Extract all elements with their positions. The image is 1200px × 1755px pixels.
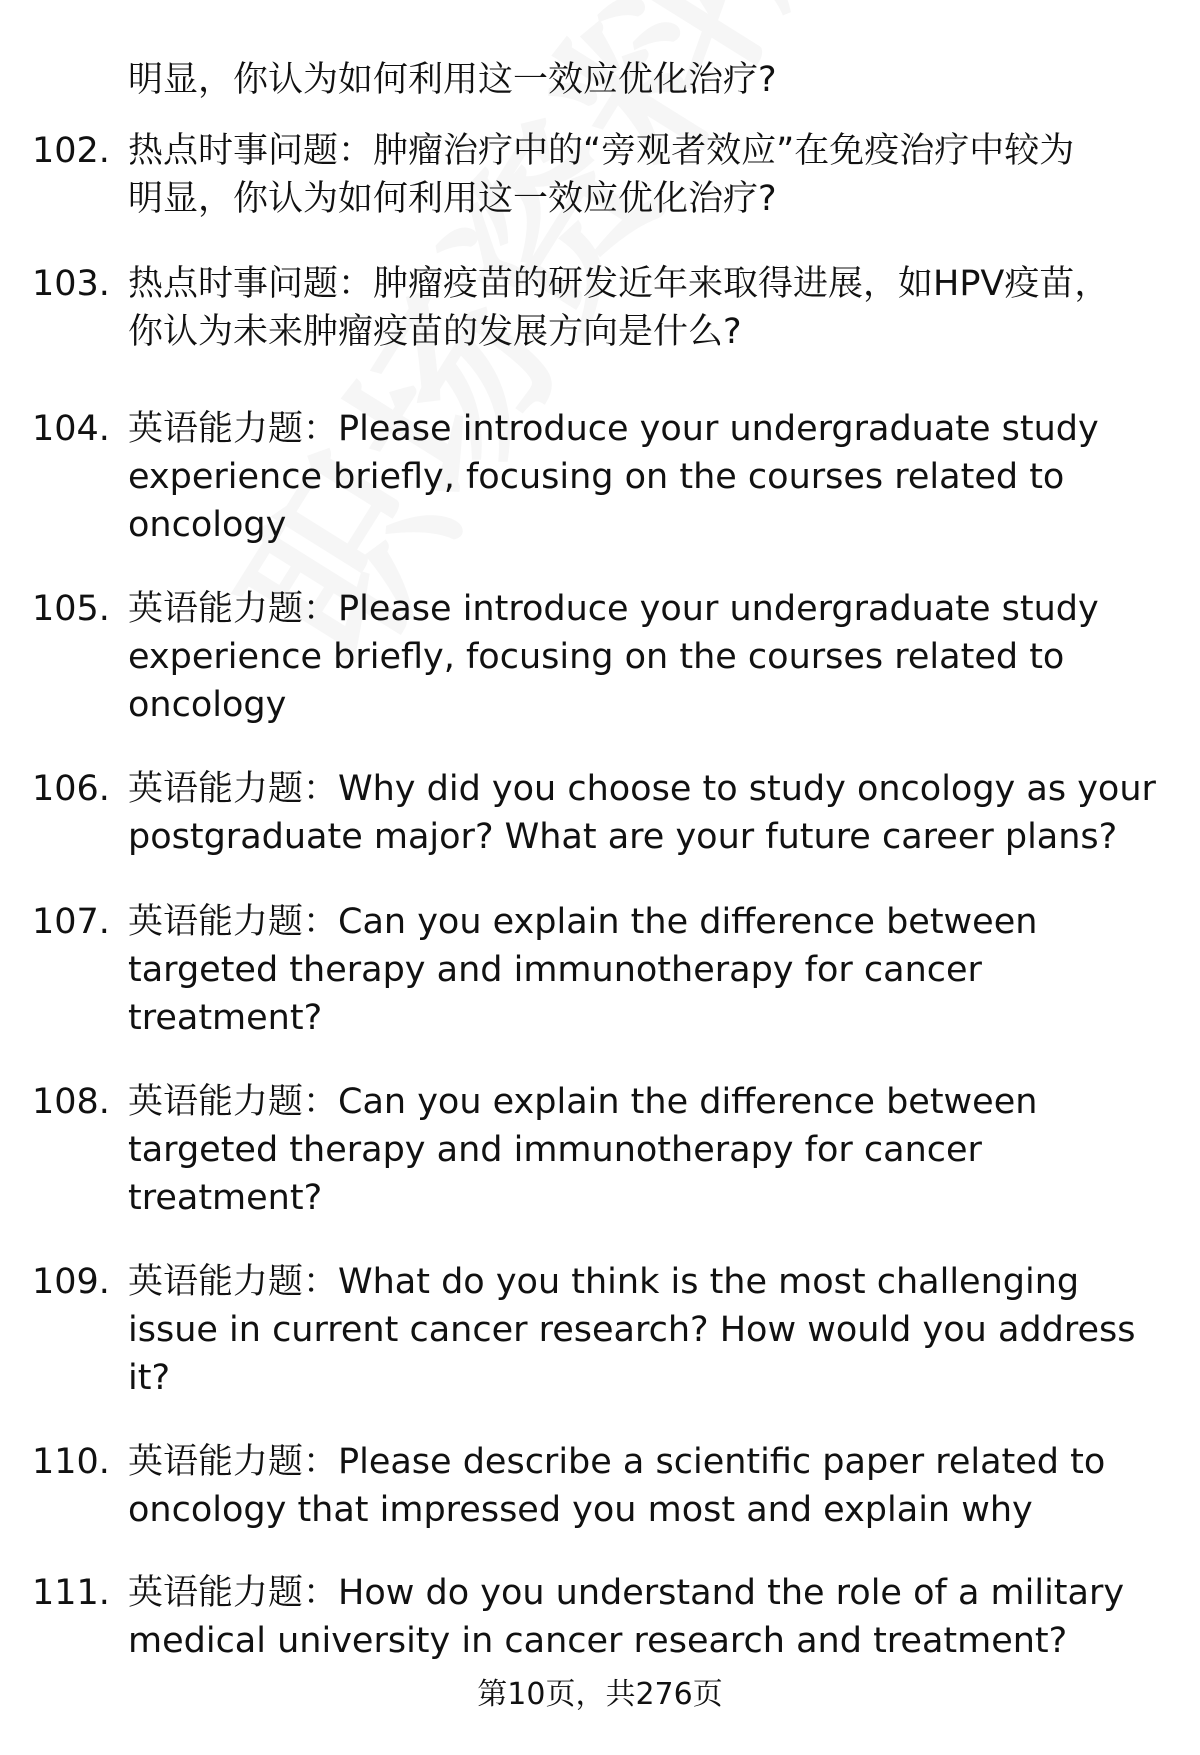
question-item <box>32 1258 1182 1402</box>
question-text: 英语能力题：What do you think is the most challenging issue in current cancer research? How would you address it? <box>128 1262 1136 1398</box>
question-item <box>32 1078 1182 1222</box>
question-text: 英语能力题：Why did you choose to study oncology as your postgraduate major? What are your future career plans? <box>128 769 1156 857</box>
question-number: 104. <box>32 409 110 449</box>
question-number: 109. <box>32 1262 110 1302</box>
question-item <box>32 585 1182 729</box>
question-text: 英语能力题：Can you explain the difference between targeted therapy and immunotherapy for cancer treatment? <box>128 902 1038 1038</box>
question-number: 105. <box>32 589 110 629</box>
question-text: 热点时事问题：肿瘤治疗中的“旁观者效应”在免疫治疗中较为 明显，你认为如何利用这一效应优化治疗? <box>128 131 1075 219</box>
continued-question-text: 明显，你认为如何利用这一效应优化治疗? <box>128 60 777 100</box>
question-number: 108. <box>32 1082 110 1122</box>
question-number: 111. <box>32 1573 110 1613</box>
question-item <box>32 898 1182 1042</box>
question-text: 英语能力题：Please introduce your undergraduate study experience briefly, focusing on the courses related to oncology <box>128 589 1099 725</box>
question-item <box>32 765 1182 861</box>
question-text: 热点时事问题：肿瘤疫苗的研发近年来取得进展，如HPV疫苗， 你认为未来肿瘤疫苗的发展方向是什么? <box>128 264 1110 352</box>
question-item <box>32 405 1182 549</box>
question-text: 英语能力题：How do you understand the role of a military medical university in cancer research and treatment? <box>128 1573 1125 1661</box>
page-number-footer: 第10页，共276页 <box>477 1677 723 1712</box>
question-text: 英语能力题：Can you explain the difference between targeted therapy and immunotherapy for cancer treatment? <box>128 1082 1038 1218</box>
question-number: 106. <box>32 769 110 809</box>
question-number: 110. <box>32 1442 110 1482</box>
question-number: 107. <box>32 902 110 942</box>
question-number: 103. <box>32 264 110 304</box>
question-item <box>32 127 1182 223</box>
question-text: 英语能力题：Please introduce your undergraduate study experience briefly, focusing on the courses related to oncology <box>128 409 1099 545</box>
question-number: 102. <box>32 131 110 171</box>
question-item <box>32 1438 1182 1534</box>
question-item <box>32 1569 1182 1665</box>
question-item <box>32 260 1182 356</box>
question-text: 英语能力题：Please describe a scientific paper related to oncology that impressed you most and explain why <box>128 1442 1106 1530</box>
